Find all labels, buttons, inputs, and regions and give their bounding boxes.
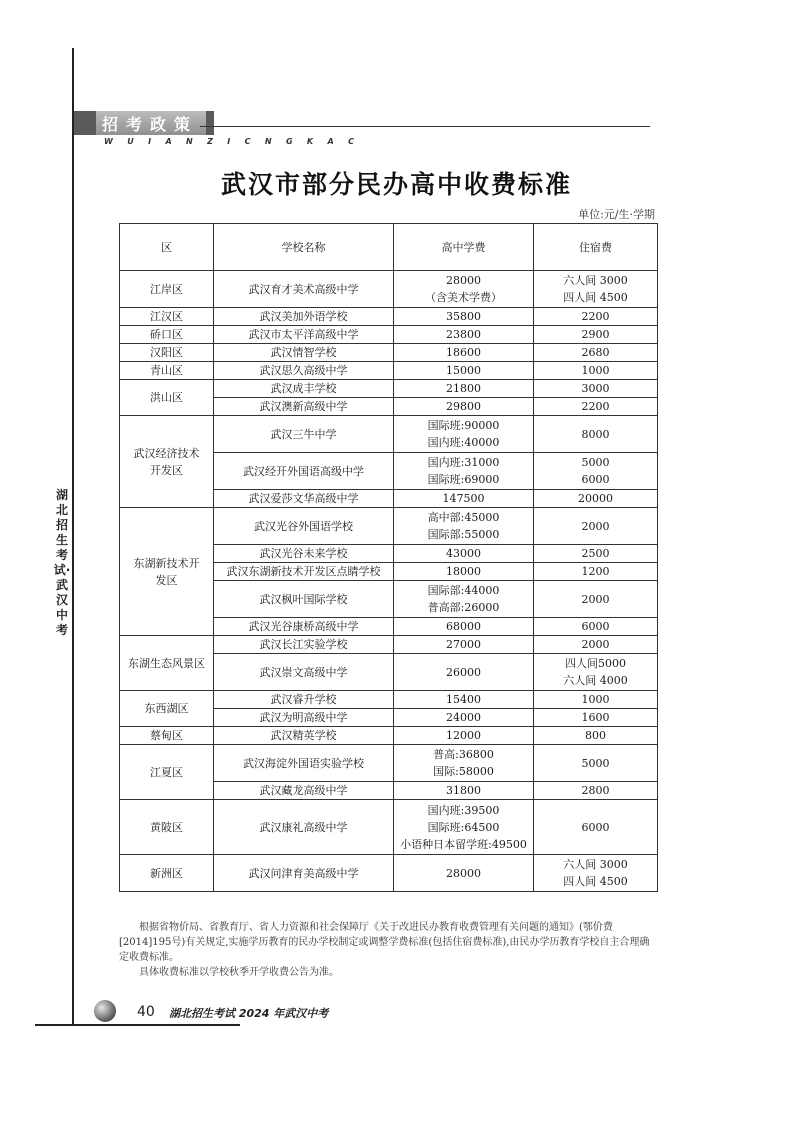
lodging-cell bbox=[534, 344, 658, 362]
tuition-cell-line: 普高:36800 bbox=[433, 748, 494, 761]
district-name: 汉阳区 bbox=[150, 346, 183, 359]
lodging-cell bbox=[534, 691, 658, 709]
tuition-cell bbox=[394, 618, 534, 636]
pinyin-letter: N bbox=[186, 137, 193, 146]
school-cell bbox=[214, 416, 394, 453]
pinyin-letter: W bbox=[104, 137, 113, 146]
school-cell bbox=[214, 308, 394, 326]
tuition-cell bbox=[394, 709, 534, 727]
tuition-cell bbox=[394, 545, 534, 563]
footer-ball-icon bbox=[94, 1000, 116, 1022]
lodging-cell-line: 1200 bbox=[581, 565, 610, 578]
lodging-cell bbox=[534, 545, 658, 563]
district-cell bbox=[120, 745, 214, 800]
district-cell bbox=[120, 308, 214, 326]
table-row bbox=[120, 416, 658, 453]
school-cell-line: 武汉光谷外国语学校 bbox=[254, 519, 353, 533]
tuition-cell-line: 35800 bbox=[446, 310, 481, 323]
district-name: 东湖新技术开发区 bbox=[133, 556, 200, 587]
tuition-cell-line: 普高部:26000 bbox=[427, 601, 500, 614]
col-header-school: 学校名称 bbox=[214, 224, 394, 271]
lodging-cell-line: 8000 bbox=[581, 427, 610, 441]
table-row bbox=[120, 308, 658, 326]
tuition-cell bbox=[394, 326, 534, 344]
page-title: 武汉市部分民办高中收费标准 bbox=[220, 170, 572, 199]
tuition-cell-line: 国际部:55000 bbox=[427, 528, 500, 541]
school-cell-line: 武汉爱莎文华高级中学 bbox=[248, 492, 359, 505]
pinyin-letter: Z bbox=[207, 137, 213, 146]
lodging-cell-line: 6000 bbox=[581, 820, 610, 834]
school-cell-line: 武汉枫叶国际学校 bbox=[259, 592, 348, 606]
school-cell-line: 武汉海淀外国语实验学校 bbox=[243, 756, 364, 770]
pinyin-letter: U bbox=[127, 137, 134, 146]
lodging-cell-line: 2000 bbox=[581, 592, 610, 606]
lodging-cell-line: 2900 bbox=[581, 328, 610, 341]
table-row bbox=[120, 727, 658, 745]
school-cell bbox=[214, 618, 394, 636]
lodging-cell-line: 1000 bbox=[581, 693, 610, 706]
footer-rule bbox=[35, 1024, 240, 1026]
district-name: 武汉经济技术开发区 bbox=[133, 446, 200, 477]
school-cell bbox=[214, 636, 394, 654]
lodging-cell bbox=[534, 563, 658, 581]
tuition-cell bbox=[394, 398, 534, 416]
tuition-cell-line: 国内班:31000 bbox=[427, 456, 500, 469]
school-cell-line: 武汉东湖新技术开发区点睛学校 bbox=[226, 565, 381, 578]
tuition-cell-line: 29800 bbox=[446, 400, 481, 413]
tuition-cell-line: 24000 bbox=[446, 711, 481, 724]
tuition-cell-line: 147500 bbox=[442, 492, 485, 505]
lodging-cell bbox=[534, 654, 658, 691]
pinyin-letter: I bbox=[148, 137, 152, 146]
header-rule bbox=[200, 126, 650, 127]
tuition-cell bbox=[394, 745, 534, 782]
school-cell-line: 武汉美加外语学校 bbox=[259, 310, 348, 323]
table-row bbox=[120, 380, 658, 398]
tuition-cell bbox=[394, 855, 534, 892]
school-cell-line: 武汉长江实验学校 bbox=[259, 638, 348, 651]
lodging-cell bbox=[534, 380, 658, 398]
lodging-cell-line: 2000 bbox=[581, 519, 610, 533]
lodging-cell bbox=[534, 745, 658, 782]
school-cell-line: 武汉精英学校 bbox=[270, 729, 337, 742]
tuition-cell-line: 国际:58000 bbox=[433, 765, 494, 778]
tuition-cell-line: 28000 bbox=[446, 274, 481, 287]
tuition-cell-line: （含美术学费） bbox=[425, 291, 502, 304]
school-cell bbox=[214, 800, 394, 855]
school-cell-line: 武汉经开外国语高级中学 bbox=[243, 464, 364, 478]
school-cell-line: 武汉光谷康桥高级中学 bbox=[248, 620, 359, 633]
lodging-cell bbox=[534, 490, 658, 508]
district-name: 江夏区 bbox=[150, 765, 183, 779]
school-cell bbox=[214, 691, 394, 709]
col-header-lodging: 住宿费 bbox=[534, 224, 658, 271]
tuition-cell-line: 26000 bbox=[446, 665, 481, 679]
table-row bbox=[120, 362, 658, 380]
school-cell-line: 武汉光谷未来学校 bbox=[259, 547, 348, 560]
lodging-cell-line: 3000 bbox=[581, 382, 610, 395]
school-cell bbox=[214, 362, 394, 380]
tuition-cell-line: 27000 bbox=[446, 638, 481, 651]
school-cell bbox=[214, 508, 394, 545]
district-cell bbox=[120, 855, 214, 892]
tuition-cell-line: 12000 bbox=[446, 729, 481, 742]
lodging-cell-line: 6000 bbox=[581, 473, 610, 486]
lodging-cell-line: 2200 bbox=[581, 400, 610, 413]
district-cell bbox=[120, 636, 214, 691]
school-cell bbox=[214, 326, 394, 344]
district-name: 蔡甸区 bbox=[150, 729, 183, 742]
table-row bbox=[120, 855, 658, 892]
district-cell bbox=[120, 344, 214, 362]
school-cell-line: 武汉情智学校 bbox=[270, 346, 337, 359]
school-cell-line: 武汉睿升学校 bbox=[270, 693, 337, 706]
lodging-cell-line: 2800 bbox=[581, 784, 610, 797]
tuition-cell bbox=[394, 453, 534, 490]
lodging-cell-line: 四人间 4500 bbox=[563, 291, 628, 304]
lodging-cell-line: 5000 bbox=[581, 456, 610, 469]
school-cell bbox=[214, 581, 394, 618]
lodging-cell bbox=[534, 782, 658, 800]
district-cell bbox=[120, 508, 214, 636]
school-cell bbox=[214, 727, 394, 745]
district-name: 青山区 bbox=[150, 364, 183, 377]
school-cell bbox=[214, 271, 394, 308]
school-cell-line: 武汉思久高级中学 bbox=[259, 364, 348, 377]
lodging-cell bbox=[534, 271, 658, 308]
lodging-cell bbox=[534, 453, 658, 490]
table-row bbox=[120, 691, 658, 709]
school-cell bbox=[214, 453, 394, 490]
section-label: 招考政策 bbox=[96, 111, 206, 135]
pinyin-letter: C bbox=[244, 137, 251, 146]
district-name: 东西湖区 bbox=[144, 702, 189, 715]
school-cell-line: 武汉成丰学校 bbox=[270, 382, 337, 395]
district-name: 江汉区 bbox=[150, 310, 183, 323]
district-cell bbox=[120, 800, 214, 855]
sidebar-label: 湖北招生考试·武汉中考 bbox=[53, 488, 71, 637]
school-cell bbox=[214, 654, 394, 691]
tuition-cell-line: 小语种日本留学班:49500 bbox=[400, 837, 527, 851]
school-cell bbox=[214, 855, 394, 892]
school-cell bbox=[214, 398, 394, 416]
tuition-cell-line: 高中部:45000 bbox=[427, 511, 500, 524]
tuition-cell bbox=[394, 654, 534, 691]
tuition-cell-line: 68000 bbox=[446, 620, 481, 633]
lodging-cell-line: 四人间 4500 bbox=[563, 875, 628, 888]
lodging-cell bbox=[534, 709, 658, 727]
tuition-cell bbox=[394, 344, 534, 362]
table-row bbox=[120, 636, 658, 654]
school-cell-line: 武汉育才美术高级中学 bbox=[248, 282, 359, 296]
school-cell bbox=[214, 545, 394, 563]
policy-note bbox=[119, 920, 659, 980]
lodging-cell-line: 2680 bbox=[581, 346, 610, 359]
tuition-cell-line: 18000 bbox=[446, 565, 481, 578]
school-cell bbox=[214, 782, 394, 800]
district-cell bbox=[120, 362, 214, 380]
table-row bbox=[120, 344, 658, 362]
lodging-cell-line: 1000 bbox=[581, 364, 610, 377]
tuition-cell bbox=[394, 782, 534, 800]
tuition-cell bbox=[394, 636, 534, 654]
pinyin-letter: A bbox=[165, 137, 172, 146]
lodging-cell-line: 6000 bbox=[581, 620, 610, 633]
tuition-cell-line: 国际班:69000 bbox=[427, 473, 500, 486]
lodging-cell-line: 800 bbox=[585, 729, 606, 742]
school-cell bbox=[214, 380, 394, 398]
tuition-cell-line: 18600 bbox=[446, 346, 481, 359]
pinyin-letter: A bbox=[327, 137, 334, 146]
district-name: 东湖生态风景区 bbox=[128, 656, 205, 670]
lodging-cell bbox=[534, 727, 658, 745]
page-number: 40 bbox=[137, 1004, 155, 1020]
lodging-cell-line: 2200 bbox=[581, 310, 610, 323]
lodging-cell-line: 2000 bbox=[581, 638, 610, 651]
table-row bbox=[120, 745, 658, 782]
tuition-cell bbox=[394, 508, 534, 545]
note-paragraph: 具体收费标准以学校秋季开学收费公告为准。 bbox=[139, 967, 339, 978]
tuition-cell-line: 28000 bbox=[446, 866, 481, 880]
school-cell bbox=[214, 344, 394, 362]
lodging-cell-line: 5000 bbox=[581, 756, 610, 770]
district-cell bbox=[120, 380, 214, 416]
tuition-cell bbox=[394, 490, 534, 508]
tuition-cell-line: 国际班:90000 bbox=[427, 419, 500, 432]
pinyin-letter: K bbox=[306, 137, 314, 146]
school-cell-line: 武汉问津育美高级中学 bbox=[248, 866, 359, 880]
lodging-cell-line: 1600 bbox=[581, 711, 610, 724]
district-name: 黄陂区 bbox=[150, 820, 183, 834]
tuition-cell bbox=[394, 380, 534, 398]
school-cell bbox=[214, 709, 394, 727]
lodging-cell bbox=[534, 618, 658, 636]
tuition-cell-line: 21800 bbox=[446, 382, 481, 395]
table-row bbox=[120, 800, 658, 855]
school-cell-line: 武汉三牛中学 bbox=[270, 427, 337, 441]
pinyin-letter: G bbox=[285, 137, 293, 146]
col-header-tuition: 高中学费 bbox=[394, 224, 534, 271]
school-cell-line: 武汉为明高级中学 bbox=[259, 711, 348, 724]
table-row bbox=[120, 326, 658, 344]
tuition-cell bbox=[394, 271, 534, 308]
school-cell-line: 武汉崇文高级中学 bbox=[259, 665, 348, 679]
tuition-cell bbox=[394, 727, 534, 745]
tuition-cell-line: 23800 bbox=[446, 328, 481, 341]
pinyin-letter: C bbox=[348, 137, 354, 146]
lodging-cell bbox=[534, 362, 658, 380]
pinyin-letter: I bbox=[227, 137, 231, 146]
school-cell-line: 武汉藏龙高级中学 bbox=[259, 784, 348, 797]
section-header bbox=[74, 111, 214, 135]
lodging-cell-line: 四人间5000 bbox=[565, 657, 626, 670]
tuition-cell bbox=[394, 563, 534, 581]
tuition-cell-line: 15000 bbox=[446, 364, 481, 377]
lodging-cell-line: 20000 bbox=[578, 492, 613, 505]
school-cell-line: 武汉市太平洋高级中学 bbox=[248, 328, 359, 341]
table-row bbox=[120, 271, 658, 308]
lodging-cell bbox=[534, 326, 658, 344]
col-header-district: 区 bbox=[120, 224, 214, 271]
school-cell bbox=[214, 745, 394, 782]
lodging-cell bbox=[534, 308, 658, 326]
tuition-cell bbox=[394, 362, 534, 380]
tuition-cell-line: 15400 bbox=[446, 693, 481, 706]
school-cell bbox=[214, 490, 394, 508]
unit-label: 单位:元/生·学期 bbox=[578, 208, 655, 221]
school-cell-line: 武汉澳新高级中学 bbox=[259, 400, 348, 413]
section-pinyin bbox=[104, 137, 354, 146]
tuition-cell bbox=[394, 581, 534, 618]
school-cell bbox=[214, 563, 394, 581]
lodging-cell-line: 六人间 3000 bbox=[563, 858, 628, 871]
lodging-cell-line: 2500 bbox=[581, 547, 610, 560]
lodging-cell-line: 六人间 4000 bbox=[563, 674, 628, 687]
tuition-cell-line: 国际部:44000 bbox=[427, 584, 500, 597]
tuition-cell-line: 国内班:39500 bbox=[427, 803, 500, 817]
lodging-cell bbox=[534, 581, 658, 618]
district-name: 新洲区 bbox=[150, 866, 183, 880]
fee-table bbox=[119, 223, 658, 892]
lodging-cell bbox=[534, 800, 658, 855]
note-paragraph: 根据省物价局、省教育厅、省人力资源和社会保障厅《关于改进民办教育收费管理有关问题的通知》(鄂价费[2014]195号)有关规定,实施学历教育的民办学校制定或调整学费标准(包括住宿费标准),由民办学历教育学校自主合理确定收费标准。 bbox=[119, 922, 650, 963]
lodging-cell bbox=[534, 398, 658, 416]
pinyin-letter: N bbox=[264, 137, 272, 146]
lodging-cell bbox=[534, 855, 658, 892]
school-cell-line: 武汉康礼高级中学 bbox=[259, 820, 348, 834]
district-cell bbox=[120, 271, 214, 308]
district-cell bbox=[120, 727, 214, 745]
tuition-cell bbox=[394, 308, 534, 326]
table-row bbox=[120, 508, 658, 545]
district-name: 洪山区 bbox=[150, 391, 183, 404]
district-cell bbox=[120, 691, 214, 727]
tuition-cell-line: 31800 bbox=[446, 784, 481, 797]
district-cell bbox=[120, 416, 214, 508]
tuition-cell bbox=[394, 416, 534, 453]
district-name: 江岸区 bbox=[150, 282, 183, 296]
tuition-cell-line: 43000 bbox=[446, 547, 481, 560]
tuition-cell bbox=[394, 691, 534, 709]
tuition-cell-line: 国内班:40000 bbox=[427, 436, 500, 449]
district-name: 硚口区 bbox=[150, 328, 183, 341]
lodging-cell bbox=[534, 636, 658, 654]
table-header-row bbox=[120, 224, 658, 271]
lodging-cell bbox=[534, 508, 658, 545]
lodging-cell-line: 六人间 3000 bbox=[563, 274, 628, 287]
journal-title: 湖北招生考试 2024 年武汉中考 bbox=[169, 1007, 329, 1020]
tuition-cell bbox=[394, 800, 534, 855]
district-cell bbox=[120, 326, 214, 344]
lodging-cell bbox=[534, 416, 658, 453]
tuition-cell-line: 国际班:64500 bbox=[427, 820, 500, 834]
